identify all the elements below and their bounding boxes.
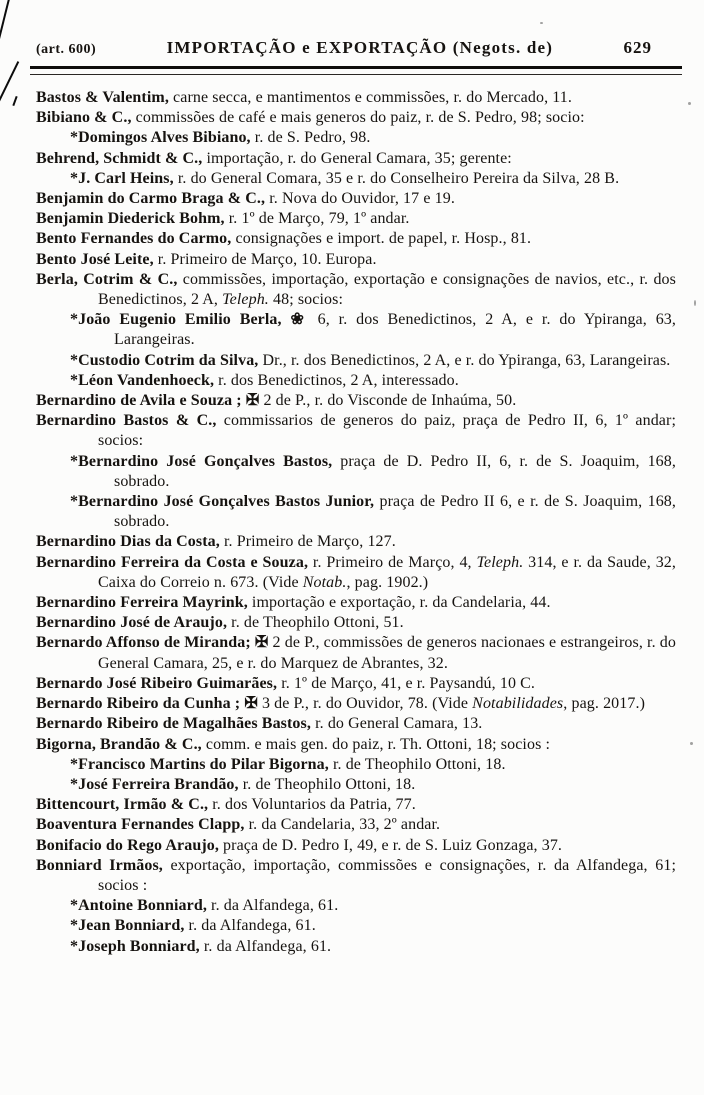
entry-text: Bernardo Ribeiro de Magalhães Bastos, xyxy=(36,715,311,733)
entry-text: r. 1º de Março, 79, 1º andar. xyxy=(224,210,410,228)
directory-entry xyxy=(36,229,676,249)
entry-text: Bastos & Valentim, xyxy=(36,89,169,106)
entry-text: r. de Theophilo Ottoni, 18. xyxy=(238,775,416,793)
scan-artifact xyxy=(0,61,19,125)
directory-subentry xyxy=(70,351,676,371)
directory-entry xyxy=(36,836,676,856)
directory-entry xyxy=(36,553,676,593)
directory-entry xyxy=(36,270,676,310)
scan-artifact xyxy=(688,102,691,105)
entry-text: Bernardino Ferreira da Costa e Souza, xyxy=(36,553,309,571)
entry-text: Behrend, Schmidt & C., xyxy=(36,149,203,167)
entry-text: r. da Alfandega, 61. xyxy=(206,897,339,915)
scan-artifact xyxy=(12,96,17,106)
entry-text: r. do General Camara, 13. xyxy=(310,715,483,733)
entry-text: *João Eugenio Emilio Berla, xyxy=(70,311,282,329)
directory-entry xyxy=(36,613,676,633)
entry-text: *Joseph Bonniard, xyxy=(70,937,200,955)
entry-text: Bernardo Affonso de Miranda; xyxy=(36,634,251,652)
entry-text: praça de Pedro II 6, e r. de S. Joaquim, 168, sobrado. xyxy=(114,493,676,531)
entry-text: Teleph. xyxy=(476,553,524,571)
entry-text: Bittencourt, Irmão & C., xyxy=(36,796,209,814)
entry-text: r. do General Comara, 35 e r. do Conselheiro Pereira da Silva, 28 B. xyxy=(173,169,620,187)
entry-text: commissões, importação, exportação e consignações de navios, etc., r. dos Benedictinos, 2 A, xyxy=(98,270,676,309)
entry-text: Bernardino Ferreira Mayrink, xyxy=(36,594,248,612)
entry-text: *Bernardino José Gonçalves Bastos Junior, xyxy=(70,493,375,511)
entry-text: importação, r. do General Camara, 35; gerente: xyxy=(202,149,512,167)
entry-text: *Domingos Alves Bibiano, xyxy=(70,129,251,147)
entry-text: Bernardino de Avila e Souza ; xyxy=(36,392,242,410)
directory-subentry xyxy=(70,937,676,957)
page-title: IMPORTAÇÃO e EXPORTAÇÃO (Negots. de) xyxy=(166,38,554,57)
entry-text: 6, r. dos Benedictinos, 2 A, e r. do Ypiranga, 63, Larangeiras. xyxy=(114,311,676,349)
page-number: 629 xyxy=(623,38,652,57)
entry-text: carne secca, e mantimentos e commissões, r. do Mercado, 11. xyxy=(168,89,572,106)
entry-text: 3 de P., r. do Ouvidor, 78. (Vide xyxy=(257,695,473,713)
entry-text: r. de Theophilo Ottoni, 51. xyxy=(227,614,404,632)
entry-text: , pag. 2017.) xyxy=(563,695,645,713)
entry-text: Benjamin Diederick Bohm, xyxy=(36,210,225,228)
directory-entry xyxy=(36,694,676,714)
entry-text: Bonifacio do Rego Araujo, xyxy=(36,836,219,854)
entry-text: praça de D. Pedro I, 49, e r. de S. Luiz Gonzaga, 37. xyxy=(218,836,563,854)
directory-entry xyxy=(36,633,676,673)
entry-text: Bigorna, Brandão & C., xyxy=(36,735,202,753)
directory-entry xyxy=(36,189,676,209)
directory-entry xyxy=(36,795,676,815)
directory-subentry xyxy=(70,492,676,532)
directory-entry xyxy=(36,815,676,835)
entry-text: Bibiano & C., xyxy=(36,109,132,127)
scan-artifact xyxy=(690,742,693,745)
entry-text: , pag. 1902.) xyxy=(346,573,429,591)
entry-text: r. de Theophilo Ottoni, 18. xyxy=(328,755,506,773)
entry-text: 314, e r. da Saude, 32, Caixa do Correio n. 673. (Vide xyxy=(98,553,676,591)
directory-entry xyxy=(36,856,676,896)
entry-text: Bento Fernandes do Carmo, xyxy=(36,230,232,248)
entry-text: comm. e mais gen. do paiz, r. Th. Ottoni, 18; socios : xyxy=(201,735,551,753)
entry-text: 2 de P., commissões de generos nacionaes e estrangeiros, r. do General Camara, 25, e r. do Marquez de Abrantes, 32. xyxy=(98,634,676,672)
entry-text: Bento José Leite, xyxy=(36,250,154,268)
maltese-cross-icon: ✠ xyxy=(244,695,258,713)
entry-text: *Léon Vandenhoeck, xyxy=(70,371,215,389)
directory-entry xyxy=(36,411,676,451)
entry-text: r. Primeiro de Março, 4, xyxy=(308,553,477,571)
entry-text: r. Nova do Ouvidor, 17 e 19. xyxy=(265,190,455,208)
directory-entry xyxy=(36,674,676,694)
entry-text: praça de D. Pedro II, 6, r. de S. Joaquim, 168, sobrado. xyxy=(114,452,676,490)
entry-text: Benjamin do Carmo Braga & C., xyxy=(36,190,266,208)
header-rule xyxy=(30,66,682,75)
entry-text: *J. Carl Heins, xyxy=(70,169,174,187)
article-reference: (art. 600) xyxy=(36,42,97,57)
entry-text: 48; socios: xyxy=(268,291,343,309)
entry-text: r. 1º de Março, 41, e r. Paysandú, 10 C. xyxy=(277,674,536,692)
entry-text: r. da Candelaria, 33, 2º andar. xyxy=(244,816,441,834)
entry-text: Teleph. xyxy=(222,291,269,309)
directory-entries xyxy=(36,88,676,957)
directory-subentry xyxy=(70,310,676,350)
scan-artifact xyxy=(540,22,543,24)
entry-text: r. de S. Pedro, 98. xyxy=(250,129,371,147)
directory-subentry xyxy=(70,128,676,148)
directory-entry xyxy=(36,532,676,552)
entry-text: r. dos Benedictinos, 2 A, interessado. xyxy=(214,371,459,389)
entry-text: r. dos Voluntarios da Patria, 77. xyxy=(208,796,416,814)
entry-text: *Francisco Martins do Pilar Bigorna, xyxy=(70,755,329,773)
entry-text: commissões de café e mais generos do paiz, r. de S. Pedro, 98; socio: xyxy=(131,109,585,127)
entry-text: consignações e import. de papel, r. Hosp., 81. xyxy=(231,230,532,248)
entry-text: *Custodio Cotrim da Silva, xyxy=(70,351,259,369)
directory-subentry xyxy=(70,371,676,391)
directory-subentry xyxy=(70,916,676,936)
directory-entry xyxy=(36,735,676,755)
entry-text: 2 de P., r. do Visconde de Inhaúma, 50. xyxy=(259,392,517,410)
entry-text: *Bernardino José Gonçalves Bastos, xyxy=(70,452,333,470)
entry-text: Bonniard Irmãos, xyxy=(36,856,163,874)
entry-text: exportação, importação, commissões e consignações, r. da Alfandega, 61; socios : xyxy=(98,856,676,894)
entry-text: Bernardo Ribeiro da Cunha ; xyxy=(36,695,241,713)
entry-text: commissarios de generos do paiz, praça de Pedro II, 6, 1º andar; socios: xyxy=(98,412,676,450)
directory-entry xyxy=(36,149,676,169)
scan-artifact xyxy=(694,300,696,306)
entry-text: r. da Alfandega, 61. xyxy=(199,937,332,955)
directory-entry xyxy=(36,250,676,270)
directory-subentry xyxy=(70,169,676,189)
rose-badge-icon: ❀ xyxy=(290,311,309,329)
entry-text: Notabilidades xyxy=(472,695,564,713)
entry-text: *Antoine Bonniard, xyxy=(70,897,207,915)
entry-text: Dr., r. dos Benedictinos, 2 A, e r. do Ypiranga, 63, Larangeiras. xyxy=(258,351,671,369)
entry-text: *José Ferreira Brandão, xyxy=(70,775,239,793)
directory-entry xyxy=(36,108,676,128)
entry-text: Berla, Cotrim & C., xyxy=(36,270,178,288)
directory-entry xyxy=(36,391,676,411)
entry-text: Boaventura Fernandes Clapp, xyxy=(36,816,245,834)
scan-artifact xyxy=(0,0,12,104)
entry-text: r. Primeiro de Março, 127. xyxy=(219,533,396,551)
maltese-cross-icon: ✠ xyxy=(245,392,260,410)
entry-text: Notab. xyxy=(302,573,347,591)
entry-text: Bernardino Dias da Costa, xyxy=(36,533,220,551)
entry-text: r. da Alfandega, 61. xyxy=(184,917,316,935)
directory-entry xyxy=(36,88,676,108)
entry-text: Bernardo José Ribeiro Guimarães, xyxy=(36,674,278,692)
directory-subentry xyxy=(70,896,676,916)
directory-entry xyxy=(36,714,676,734)
directory-subentry xyxy=(70,775,676,795)
entry-text: Bernardino Bastos & C., xyxy=(36,412,217,430)
entry-text: *Jean Bonniard, xyxy=(70,917,185,935)
entry-text: importação e exportação, r. da Candelaria, 44. xyxy=(247,594,551,612)
page-header xyxy=(36,38,676,58)
directory-entry xyxy=(36,593,676,613)
entry-text: Bernardino José de Araujo, xyxy=(36,614,228,632)
directory-entry xyxy=(36,209,676,229)
directory-subentry xyxy=(70,755,676,775)
directory-subentry xyxy=(70,452,676,492)
entry-text: r. Primeiro de Março, 10. Europa. xyxy=(153,250,377,268)
maltese-cross-icon: ✠ xyxy=(254,634,269,652)
